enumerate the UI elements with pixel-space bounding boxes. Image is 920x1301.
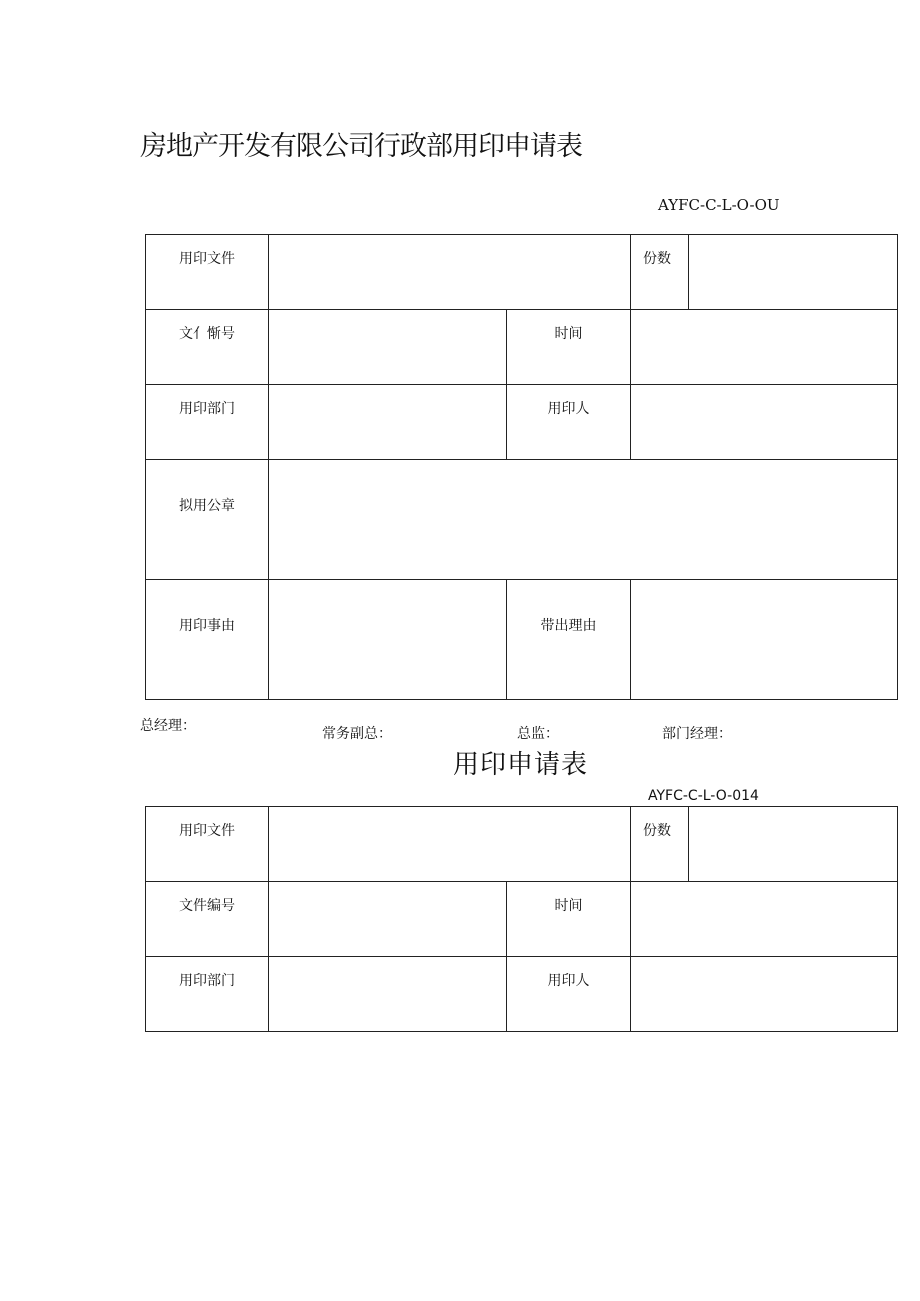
doc-label: 用印文件 — [179, 251, 235, 267]
form2-time-label-cell — [507, 882, 631, 957]
form2-time-value-cell[interactable] — [631, 882, 898, 957]
dept-label-cell — [146, 385, 269, 460]
copies-label-cell — [631, 235, 689, 310]
person-value-cell[interactable] — [631, 385, 898, 460]
time-label-cell — [507, 310, 631, 385]
form2-person-label: 用印人 — [547, 973, 590, 989]
form2-doc-value-cell[interactable] — [269, 807, 631, 882]
form2-number-label-cell — [146, 882, 269, 957]
form2-person-value-cell[interactable] — [631, 957, 898, 1032]
number-label: 文亻惭号 — [179, 326, 235, 342]
copies-label: 份数 — [643, 251, 671, 267]
reason-label-cell — [146, 580, 269, 700]
form2-title: 用印申请表 — [453, 750, 589, 780]
person-label-cell — [507, 385, 631, 460]
time-label: 时间 — [554, 326, 583, 342]
number-value-cell[interactable] — [269, 310, 507, 385]
copies-value-cell[interactable] — [689, 235, 898, 310]
form2-number-value-cell[interactable] — [269, 882, 507, 957]
dept-manager-signature-label: 部门经理： — [662, 726, 732, 742]
form2-dept-value-cell[interactable] — [269, 957, 507, 1032]
takeout-label: 带出理由 — [540, 618, 597, 634]
person-label: 用印人 — [547, 401, 590, 417]
dept-label: 用印部门 — [179, 401, 235, 417]
form2-dept-label: 用印部门 — [179, 973, 235, 989]
form1-title: 房地产开发有限公司行政部用印申请表 — [140, 131, 582, 162]
vp-signature-label: 常务副总： — [322, 726, 392, 742]
form2-code: AYFC-C-L-O-014 — [648, 788, 759, 804]
doc-value-cell[interactable] — [269, 235, 631, 310]
form2-doc-label-cell — [146, 807, 269, 882]
form2-dept-label-cell — [146, 957, 269, 1032]
takeout-value-cell[interactable] — [631, 580, 898, 700]
form2-copies-label-cell — [631, 807, 689, 882]
seal-label: 拟用公章 — [179, 498, 235, 514]
takeout-label-cell — [507, 580, 631, 700]
form1-table — [145, 234, 898, 700]
seal-label-cell — [146, 460, 269, 580]
number-label-cell — [146, 310, 269, 385]
form2-doc-label: 用印文件 — [179, 823, 235, 839]
form2-copies-value-cell[interactable] — [689, 807, 898, 882]
time-value-cell[interactable] — [631, 310, 898, 385]
form2-number-label: 文件编号 — [179, 898, 235, 914]
form2-time-label: 时间 — [554, 898, 583, 914]
gm-signature-label: 总经理： — [140, 718, 196, 734]
form2-table — [145, 806, 898, 1032]
dept-value-cell[interactable] — [269, 385, 507, 460]
doc-label-cell — [146, 235, 269, 310]
form1-code: AYFC-C-L-O-OU — [658, 196, 780, 214]
seal-value-cell[interactable] — [269, 460, 898, 580]
director-signature-label: 总监： — [517, 726, 559, 742]
reason-label: 用印事由 — [179, 618, 235, 634]
form2-person-label-cell — [507, 957, 631, 1032]
form2-copies-label: 份数 — [643, 823, 671, 839]
reason-value-cell[interactable] — [269, 580, 507, 700]
